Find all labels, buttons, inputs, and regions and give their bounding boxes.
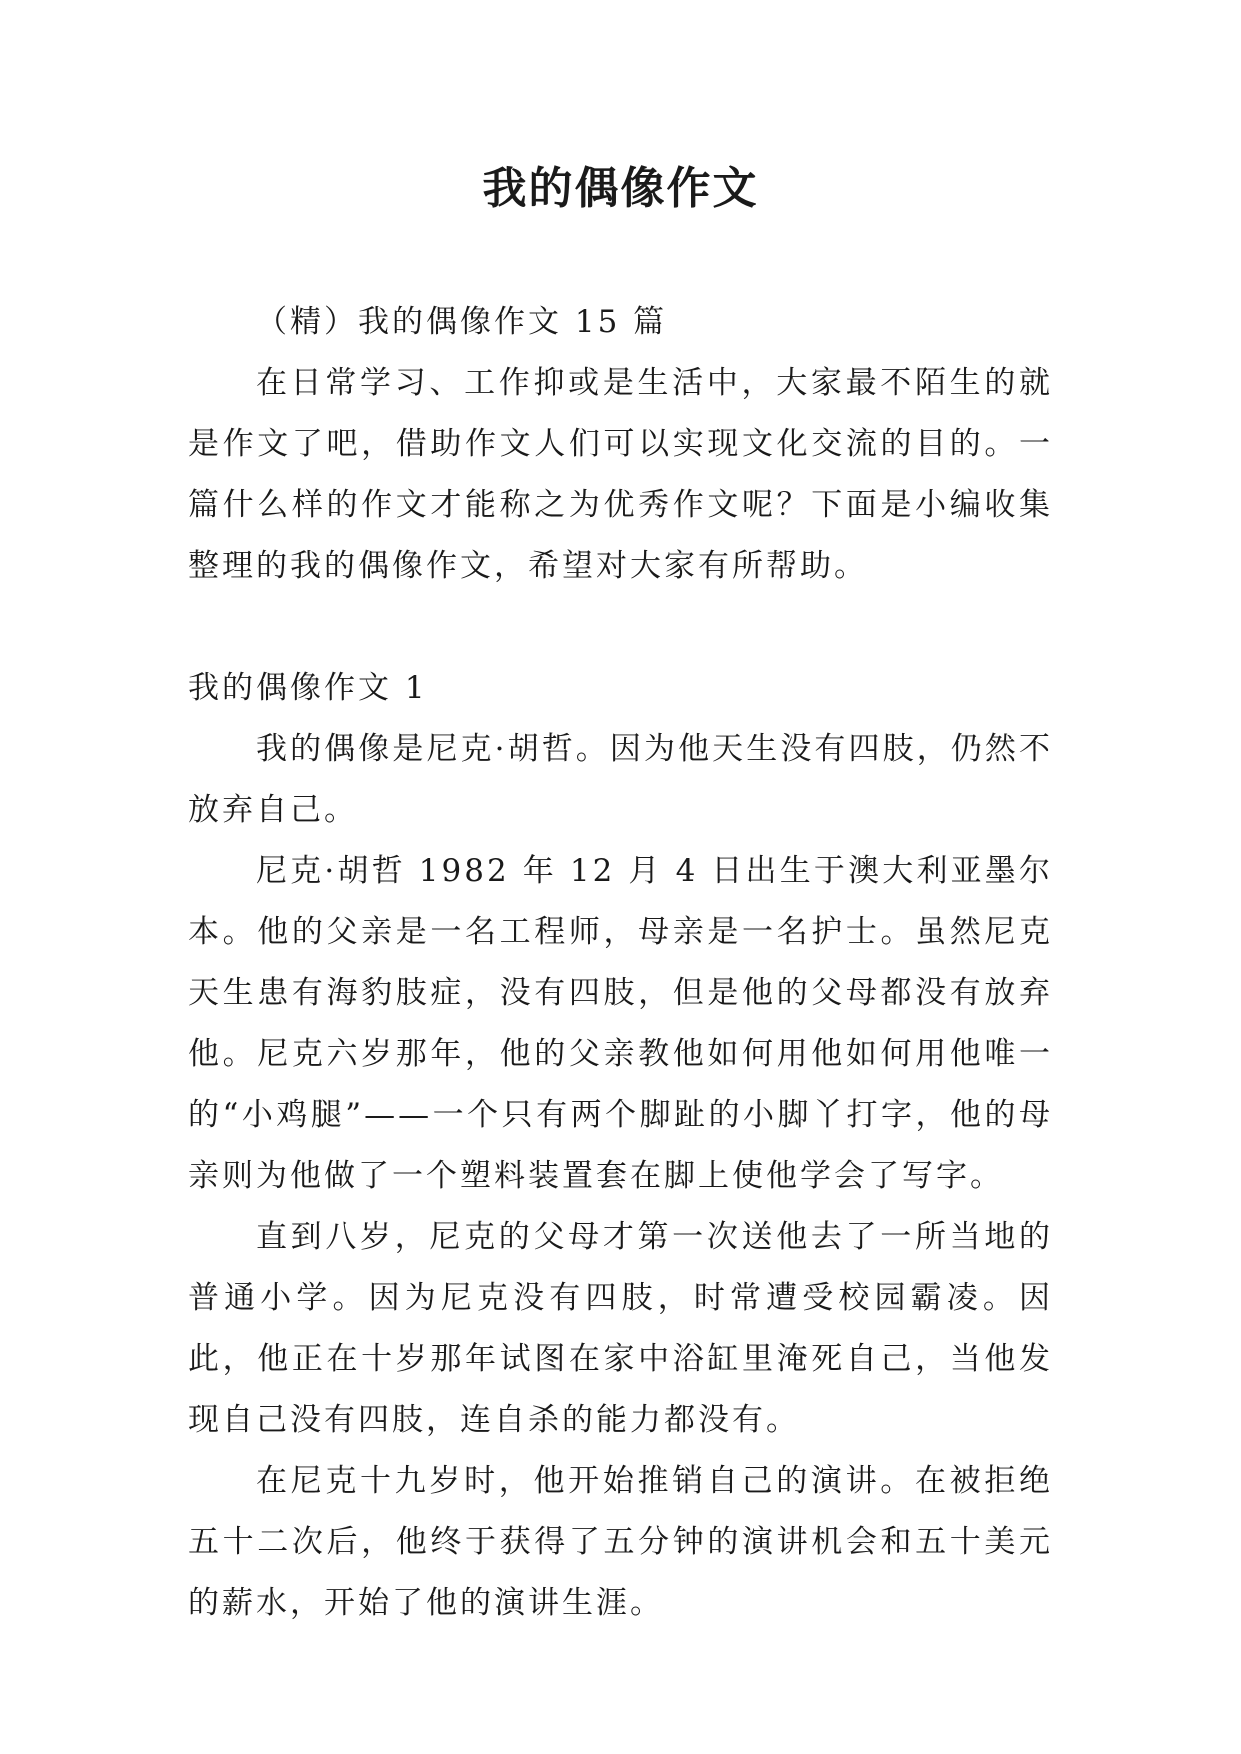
body-paragraph: 尼克·胡哲 1982 年 12 月 4 日出生于澳大利亚墨尔本。他的父亲是一名工程师，母亲是一名护士。虽然尼克天生患有海豹肢症，没有四肢，但是他的父母都没有放弃他。尼克六岁那年，他的父亲教他如何用他如何用他唯一的“小鸡腿”——一个只有两个脚趾的小脚丫打字，他的母亲则为他做了一个塑料装置套在脚上使他学会了写字。 xyxy=(188,853,1053,1194)
document-title: 我的偶像作文 xyxy=(482,163,759,214)
body-paragraph: 直到八岁，尼克的父母才第一次送他去了一所当地的普通小学。因为尼克没有四肢，时常遭受校园霸凌。因此，他正在十岁那年试图在家中浴缸里淹死自己，当他发现自己没有四肢，连自杀的能力都没有。 xyxy=(188,1219,1053,1438)
document-subtitle: （精）我的偶像作文 15 篇 xyxy=(256,304,668,340)
body-paragraph: 在尼克十九岁时，他开始推销自己的演讲。在被拒绝五十二次后，他终于获得了五分钟的演讲机会和五十美元的薪水，开始了他的演讲生涯。 xyxy=(188,1463,1053,1621)
document-body xyxy=(188,292,1053,1634)
body-paragraph: 我的偶像是尼克·胡哲。因为他天生没有四肢，仍然不放弃自己。 xyxy=(188,731,1053,828)
paragraph-spacer xyxy=(188,597,1053,658)
section-heading: 我的偶像作文 1 xyxy=(188,670,428,706)
intro-paragraph: 在日常学习、工作抑或是生活中，大家最不陌生的就是作文了吧，借助作文人们可以实现文化交流的目的。一篇什么样的作文才能称之为优秀作文呢？下面是小编收集整理的我的偶像作文，希望对大家有所帮助。 xyxy=(188,365,1053,584)
